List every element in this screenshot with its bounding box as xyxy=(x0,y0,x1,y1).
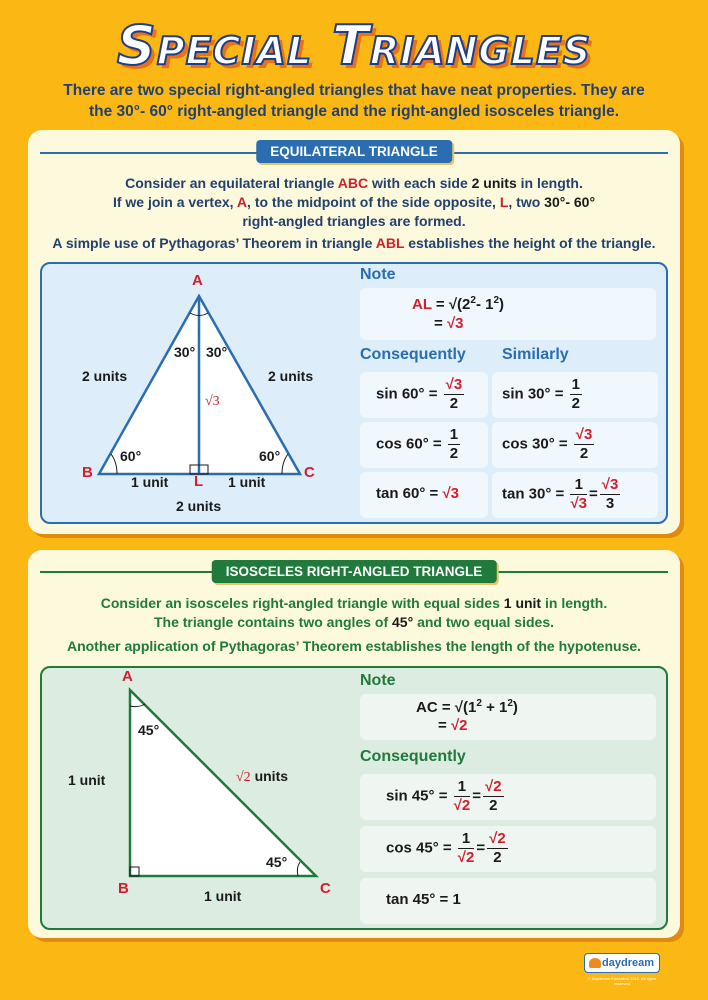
logo-text: daydream xyxy=(602,957,654,969)
vertex-b-label: B xyxy=(118,880,129,897)
fraction xyxy=(458,830,475,867)
text: sin 45° = xyxy=(386,787,448,805)
text: right-angled triangles are formed. xyxy=(242,213,466,229)
isosceles-description xyxy=(28,594,680,632)
cos45-cell xyxy=(360,826,656,872)
equilateral-content-box xyxy=(40,262,668,524)
numerator: 1 xyxy=(449,426,459,443)
denominator: √2 xyxy=(457,849,475,866)
highlight: 45° xyxy=(392,614,414,630)
numerator: 1 xyxy=(454,778,471,797)
tan30-cell xyxy=(492,472,658,518)
side-label: 1 unit xyxy=(204,888,242,904)
equilateral-pythagoras-text xyxy=(28,234,680,253)
side-label: 2 units xyxy=(82,368,128,384)
vertex-b-label: B xyxy=(82,464,93,481)
note-cell xyxy=(360,694,656,740)
text: ) xyxy=(499,296,505,313)
fraction xyxy=(600,476,621,513)
highlight: ABL xyxy=(375,235,405,251)
text: Consider an isosceles right-angled triangle with equal sides xyxy=(100,595,504,611)
vertex-a-label: A xyxy=(122,668,133,685)
page-title: Special Triangles xyxy=(116,14,592,77)
highlight: AL xyxy=(412,296,432,313)
text: + 1 xyxy=(481,699,508,716)
numerator: √3 xyxy=(575,426,593,443)
section-header-equilateral: EQUILATERAL TRIANGLE xyxy=(256,140,452,163)
isosceles-content-box xyxy=(40,666,668,930)
text: units xyxy=(250,768,289,784)
sin45-cell xyxy=(360,774,656,820)
note-line xyxy=(438,717,468,734)
fraction xyxy=(487,830,508,867)
denominator: 2 xyxy=(493,849,502,866)
formula xyxy=(386,830,510,867)
isosceles-panel xyxy=(28,550,680,938)
text: sin 60° = xyxy=(376,385,438,403)
side-label: 2 units xyxy=(268,368,314,384)
fraction xyxy=(574,426,595,463)
fraction xyxy=(570,476,587,513)
text: and two equal sides. xyxy=(413,614,554,630)
hypotenuse-label xyxy=(236,768,288,786)
fraction xyxy=(483,778,504,815)
denominator: 2 xyxy=(571,395,580,412)
denominator: 2 xyxy=(579,445,589,462)
numerator: √2 xyxy=(489,830,506,847)
vertex-c-label: C xyxy=(320,880,331,897)
angle-label: 45° xyxy=(138,722,160,738)
sin30-cell xyxy=(492,372,658,418)
intro-line-2: the 30°- 60° right-angled triangle and the right-angled isosceles triangle. xyxy=(88,103,620,120)
highlight: L xyxy=(499,194,509,210)
text: AC = √(1 xyxy=(416,699,477,716)
angle-label: 45° xyxy=(266,854,288,870)
equilateral-panel xyxy=(28,130,680,534)
text: , two xyxy=(508,194,545,210)
denominator: √3 xyxy=(570,495,588,512)
numerator: √2 xyxy=(484,778,502,795)
exponent: 2 xyxy=(476,698,482,709)
note-line xyxy=(416,698,518,716)
copyright-text: © Daydream Education 2012. All rights reserved xyxy=(587,976,657,986)
text: The triangle contains two angles of xyxy=(153,614,393,630)
angle-label: 60° xyxy=(120,448,142,464)
numerator: √3 xyxy=(601,476,619,493)
section-header-isosceles: ISOSCELES RIGHT-ANGLED TRIANGLE xyxy=(212,560,497,583)
text: cos 60° = xyxy=(376,435,442,453)
text: cos 30° = xyxy=(502,435,568,453)
formula xyxy=(386,778,506,815)
tan60-cell xyxy=(360,472,488,518)
formula xyxy=(376,426,462,463)
isosceles-triangle-diagram xyxy=(42,668,362,932)
tan45-cell xyxy=(360,878,656,924)
text: sin 30° = xyxy=(502,385,564,403)
text: with each side xyxy=(368,175,472,191)
intro-line-1: There are two special right-angled triangles that have neat properties. They are xyxy=(63,82,645,99)
highlight: ABC xyxy=(337,175,369,191)
height-label: √3 xyxy=(205,394,220,409)
equilateral-description xyxy=(28,174,680,231)
formula xyxy=(502,476,622,513)
numerator: 1 xyxy=(570,476,587,495)
text: in length. xyxy=(541,595,608,611)
text: ) xyxy=(512,699,518,716)
exponent: 2 xyxy=(470,295,476,306)
text: If we join a vertex, xyxy=(112,194,237,210)
text: , to the midpoint of the side opposite, xyxy=(247,194,500,210)
consequently-title: Consequently xyxy=(360,748,466,765)
highlight: √2 xyxy=(450,717,468,734)
similarly-title: Similarly xyxy=(502,346,569,363)
angle-label: 30° xyxy=(174,344,196,360)
root: √2 xyxy=(236,770,251,785)
daydream-logo xyxy=(584,953,660,973)
text: = xyxy=(589,485,598,503)
text: = xyxy=(434,315,447,332)
highlight: 2 units xyxy=(471,175,517,191)
numerator: √3 xyxy=(445,376,463,393)
text: = xyxy=(476,839,486,857)
vertex-l-label: L xyxy=(194,473,204,490)
base-total-label: 2 units xyxy=(176,498,222,514)
denominator: √2 xyxy=(453,797,471,814)
fraction xyxy=(444,376,465,413)
text: = xyxy=(438,717,451,734)
intro-text xyxy=(20,80,688,122)
numerator: 1 xyxy=(571,376,580,393)
note-title: Note xyxy=(360,672,396,689)
angle-label: 30° xyxy=(206,344,228,360)
exponent: 2 xyxy=(507,698,513,709)
angle-label: 60° xyxy=(259,448,281,464)
text: tan 30° = xyxy=(502,485,565,503)
numerator: 1 xyxy=(458,830,475,849)
fraction xyxy=(570,376,582,413)
denominator: 3 xyxy=(605,495,615,512)
note-title: Note xyxy=(360,266,396,283)
isosceles-pythagoras-text: Another application of Pythagoras’ Theorem establishes the length of the hypotenuse. xyxy=(66,638,642,654)
consequently-title: Consequently xyxy=(360,346,466,363)
highlight: 30°- 60° xyxy=(544,194,596,210)
text: Consider an equilateral triangle xyxy=(125,175,338,191)
formula xyxy=(376,376,466,413)
highlight: A xyxy=(236,194,248,210)
formula: tan 45° = 1 xyxy=(386,891,461,908)
formula xyxy=(376,485,459,502)
logo-icon xyxy=(589,958,601,968)
note-line xyxy=(412,295,504,313)
text: tan 60° = xyxy=(376,485,439,502)
sin60-cell xyxy=(360,372,488,418)
cos30-cell xyxy=(492,422,658,468)
text: - 1 xyxy=(475,296,494,313)
cos60-cell xyxy=(360,422,488,468)
formula xyxy=(502,426,596,463)
vertex-a-label: A xyxy=(192,272,203,289)
highlight: √3 xyxy=(446,315,464,332)
vertex-c-label: C xyxy=(304,464,315,481)
text: cos 45° = xyxy=(386,839,452,857)
fraction xyxy=(454,778,471,815)
formula xyxy=(502,376,584,413)
highlight: 1 unit xyxy=(503,595,542,611)
side-label: 1 unit xyxy=(131,474,169,490)
exponent: 2 xyxy=(493,295,500,306)
denominator: 2 xyxy=(449,445,459,462)
highlight: √3 xyxy=(442,485,460,502)
denominator: 2 xyxy=(489,797,498,814)
side-label: 1 unit xyxy=(228,474,266,490)
text: A simple use of Pythagoras’ Theorem in triangle xyxy=(52,235,376,251)
fraction xyxy=(448,426,460,463)
note-line xyxy=(434,315,464,332)
text: = √(2 xyxy=(431,296,471,313)
denominator: 2 xyxy=(449,395,459,412)
text: establishes the height of the triangle. xyxy=(404,235,656,251)
text: = xyxy=(472,787,481,805)
note-cell xyxy=(360,288,656,340)
side-label: 1 unit xyxy=(68,772,106,788)
text: in length. xyxy=(516,175,583,191)
